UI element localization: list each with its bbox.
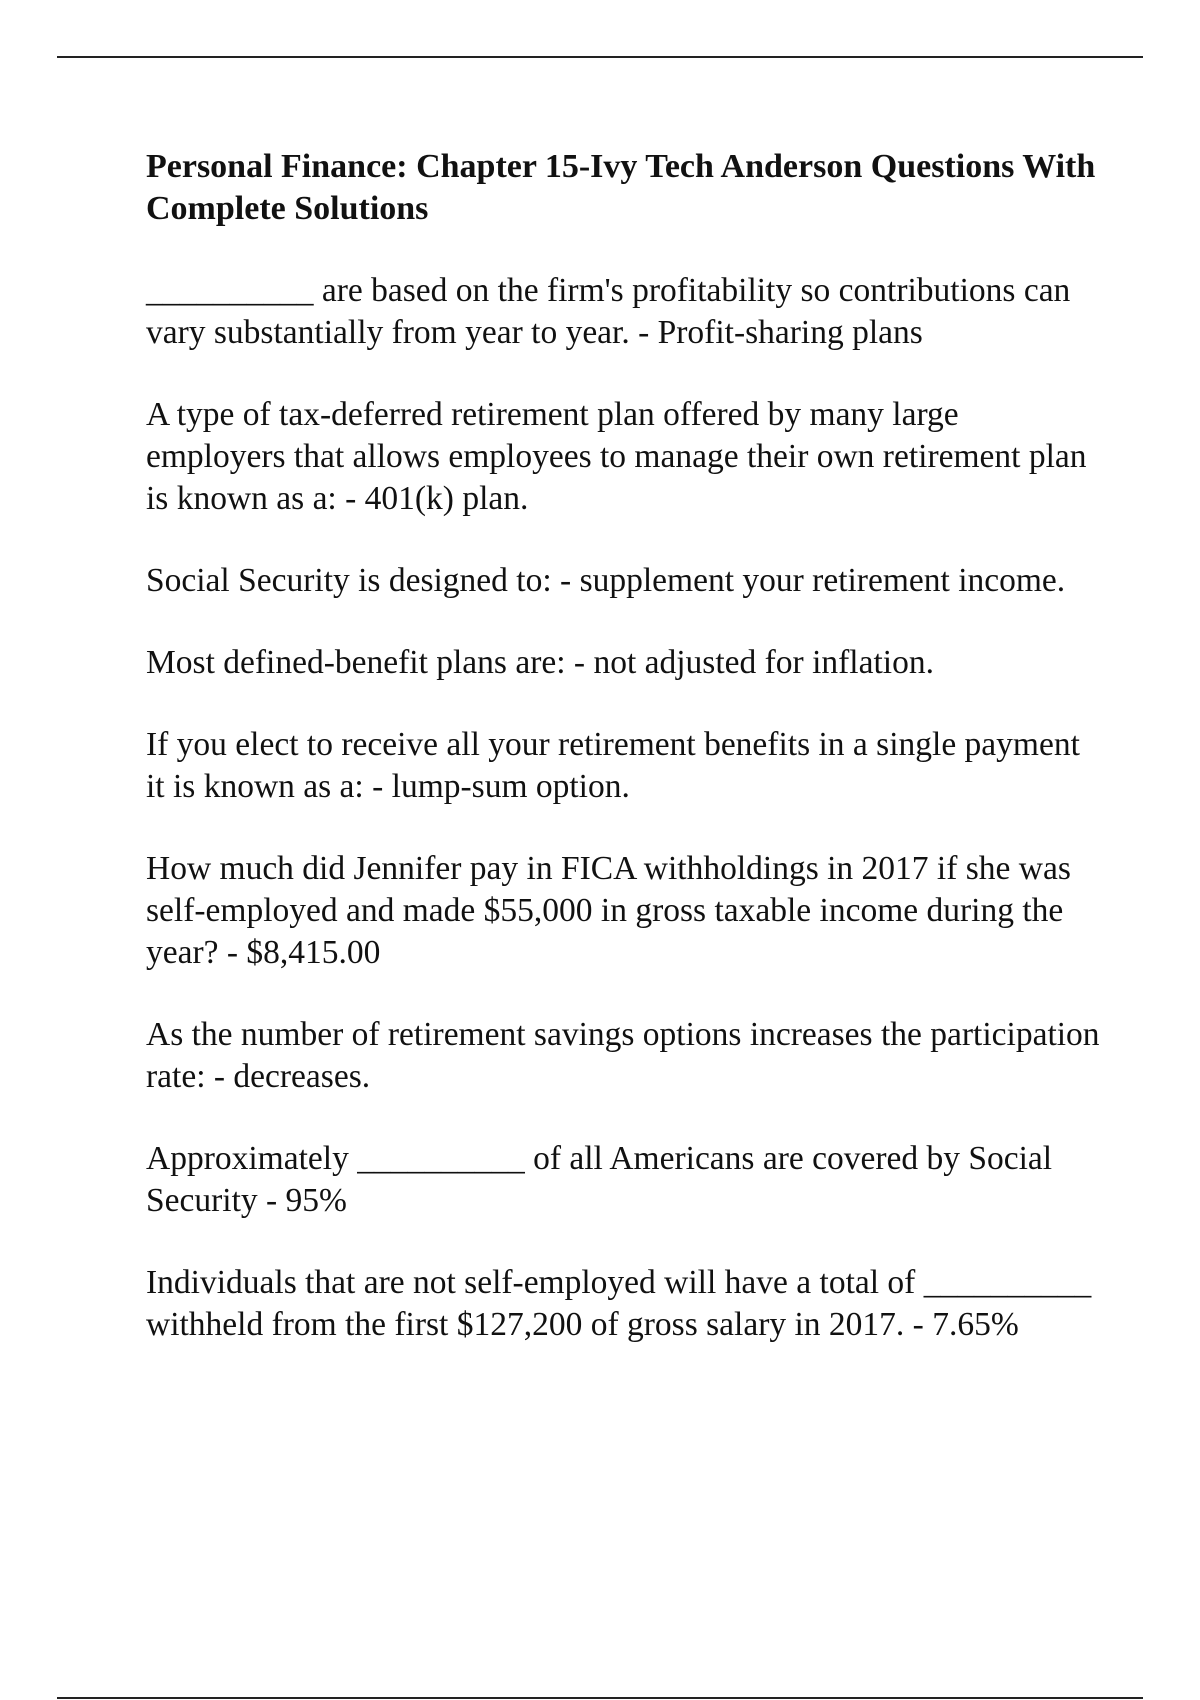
qa-item: As the number of retirement savings options increases the participation rate: - decreases. xyxy=(146,1016,1100,1095)
qa-item: Individuals that are not self-employed will have a total of __________ withheld from the first $127,200 of gross salary in 2017. - 7.65% xyxy=(146,1264,1092,1343)
qa-item: Approximately __________ of all Americans are covered by Social Security - 95% xyxy=(146,1140,1053,1219)
document-title: Personal Finance: Chapter 15-Ivy Tech Anderson Questions With Complete Solutions xyxy=(146,148,1096,227)
qa-item: Social Security is designed to: - supplement your retirement income. xyxy=(146,562,1066,599)
document-body xyxy=(146,146,1106,1386)
qa-item: If you elect to receive all your retirement benefits in a single payment it is known as a: - lump-sum option. xyxy=(146,726,1080,805)
qa-item: How much did Jennifer pay in FICA withholdings in 2017 if she was self-employed and made $55,000 in gross taxable income during the year? - $8,415.00 xyxy=(146,850,1071,971)
bottom-divider xyxy=(57,1697,1143,1699)
qa-item: A type of tax-deferred retirement plan offered by many large employers that allows employees to manage their own retirement plan is known as a: - 401(k) plan. xyxy=(146,396,1087,517)
top-divider xyxy=(57,56,1143,58)
qa-item: __________ are based on the firm's profitability so contributions can vary substantially from year to year. - Profit-sharing plans xyxy=(146,272,1071,351)
qa-item: Most defined-benefit plans are: - not adjusted for inflation. xyxy=(146,644,934,681)
